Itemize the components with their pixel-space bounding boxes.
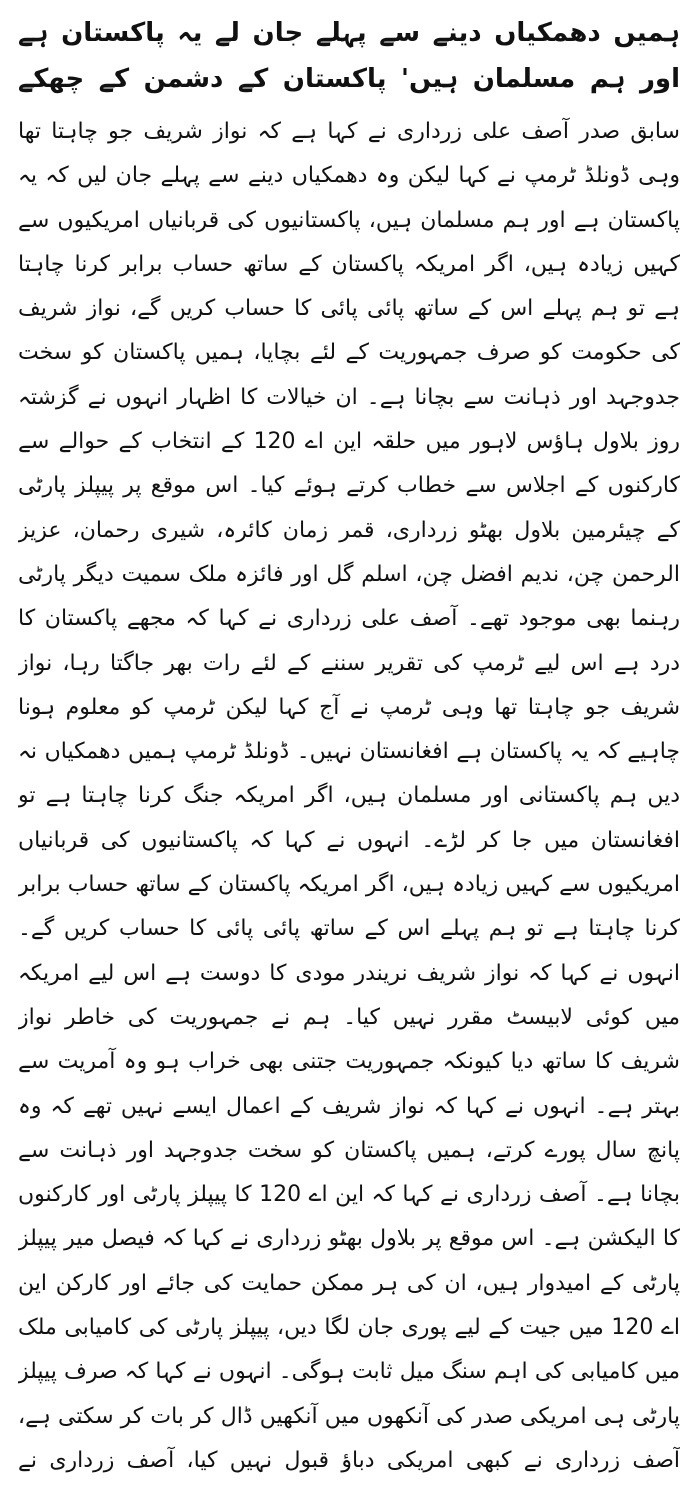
article-headline: ہمیں دھمکیاں دینے سے پہلے جان لے یہ پاکستان ہے اور ہم مسلمان ہیں' پاکستان کے دشمن کے چھکے bbox=[18, 18, 680, 94]
article-body: سابق صدر آصف علی زرداری نے کہا ہے کہ نواز شریف جو چاہتا تھا وہی ڈونلڈ ٹرمپ نے کہا لیکن وہ دھمکیاں دینے سے پہلے جان لیں کہ یہ پاکستان ہے اور ہم مسلمان ہیں، پاکستانیوں کی قربانیاں امریکیوں سے کہیں زیادہ ہیں، اگر امریکہ پاکستان کے ساتھ حساب برابر کرنا چاہتا ہے تو ہم پہلے اس کے ساتھ پائی پائی کا حساب کریں گے، نواز شریف کی حکومت کو صرف جمہوریت کے لئے بچایا، ہمیں پاکستان کو سخت جدوجہد اور ذہانت سے بچانا ہے۔ ان خیالات کا اظہار انہوں نے گزشتہ روز بلاول ہاؤس لاہور میں حلقہ این اے 120 کے انتخاب کے حوالے سے کارکنوں کے اجلاس سے خطاب کرتے ہوئے کیا۔ اس موقع پر پیپلز پارٹی کے چیئرمین بلاول بھٹو زرداری، قمر زمان کائرہ، شیری رحمان، عزیز الرحمن چن، ندیم افضل چن، اسلم گل اور فائزہ ملک سمیت دیگر پارٹی رہنما بھی موجود تھے۔ آصف علی زرداری نے کہا کہ مجھے پاکستان کا درد ہے اس لیے ٹرمپ کی تقریر سننے کے لئے رات بھر جاگتا رہا، نواز شریف جو چاہتا تھا وہی ٹرمپ نے آج کہا لیکن ٹرمپ کو معلوم ہونا چاہیے کہ یہ پاکستان ہے افغانستان نہیں۔ ڈونلڈ ٹرمپ ہمیں دھمکیاں نہ دیں ہم پاکستانی اور مسلمان ہیں، اگر امریکہ جنگ کرنا چاہتا ہے تو افغانستان میں جا کر لڑے۔ انہوں نے کہا کہ پاکستانیوں کی قربانیاں امریکیوں سے کہیں زیادہ ہیں، اگر امریکہ پاکستان کے ساتھ حساب برابر کرنا چاہتا ہے تو ہم پہلے اس کے ساتھ پائی پائی کا حساب کریں گے۔ انہوں نے کہا کہ نواز شریف نریندر مودی کا دوست ہے اس لیے امریکہ میں کوئی لابیسٹ مقرر نہیں کیا۔ ہم نے جمہوریت کی خاطر نواز شریف کا ساتھ دیا کیونکہ جمہوریت جتنی بھی خراب ہو وہ آمریت سے بہتر ہے۔ انہوں نے کہا کہ نواز شریف کے اعمال ایسے نہیں تھے کہ وہ پانچ سال پورے کرتے، ہمیں پاکستان کو سخت جدوجہد اور ذہانت سے بچانا ہے۔ آصف زرداری نے کہا کہ این اے 120 کا پیپلز پارٹی اور کارکنوں کا الیکشن ہے۔ اس موقع پر بلاول بھٹو زرداری نے کہا کہ فیصل میر پیپلز پارٹی کے امیدوار ہیں، ان کی ہر ممکن حمایت کی جائے اور کارکن این اے 120 میں جیت کے لیے پوری جان لگا دیں، پیپلز پارٹی کی کامیابی ملک میں کامیابی کی اہم سنگ میل ثابت ہوگی۔ انہوں نے کہا کہ صرف پیپلز پارٹی ہی امریکی صدر کی آنکھوں میں آنکھیں ڈال کر بات کر سکتی ہے، آصف زرداری نے کبھی امریکی دباؤ قبول نہیں کیا، آصف زرداری نے bbox=[18, 119, 680, 1473]
